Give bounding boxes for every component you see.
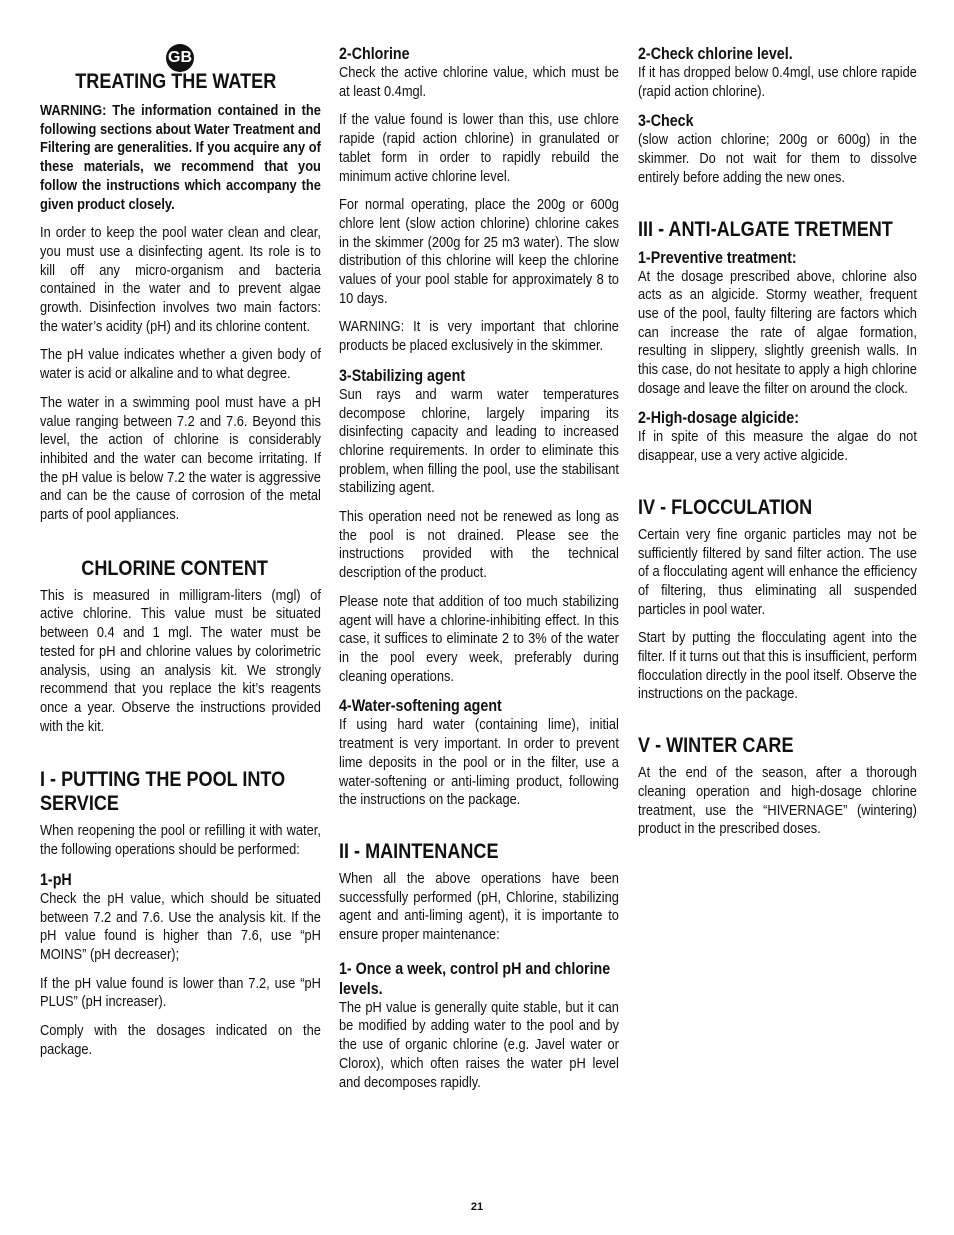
page-number: 21 xyxy=(470,1201,484,1213)
subsection-title-weekly-control: 1- Once a week, control pH and chlorine levels. xyxy=(339,958,611,998)
column-1 xyxy=(40,44,321,1069)
paragraph: WARNING: It is very important that chlorine products be placed exclusively in the skimmer. xyxy=(339,319,619,355)
paragraph: The water in a swimming pool must have a pH value ranging between 7.2 and 7.6. Beyond this level, the action of chlorine is considerably inhibited and the water can become irritating. If the pH value is below 7.2 the water is aggressive and can be the cause of corrosion of the metal parts of pool appliances. xyxy=(40,394,321,524)
paragraph: If the pH value found is lower than 7.2, use “pH PLUS” (pH increaser). xyxy=(40,975,321,1011)
paragraph: When all the above operations have been successfully performed (pH, Chlorine, stabilizing agent and anti-liming agent), it is importante to ensure proper maintenance: xyxy=(339,870,619,944)
paragraph: This operation need not be renewed as long as the pool is not drained. Please see the instructions provided with the technical description of the product. xyxy=(339,509,619,582)
subsection-title-check: 3-Check xyxy=(638,111,694,131)
subsection-title-high-dosage: 2-High-dosage algicide: xyxy=(638,408,799,428)
section-title-chlorine-content: CHLORINE CONTENT xyxy=(81,556,268,580)
paragraph: If using hard water (containing lime), initial treatment is very important. In order to prevent lime deposits in the pool or in the filter, use a water-softening or anti-liming product, following the instructions on the package. xyxy=(339,717,619,809)
paragraph: Certain very fine organic particles may not be sufficiently filtered by sand filter action. The use of a flocculating agent will enhance the efficiency of filtering, thus eliminating all suspended particles in pool water. xyxy=(638,526,917,618)
paragraph: In order to keep the pool water clean and clear, you must use a disinfecting agent. Its role is to kill off any micro-organism and bacteria contained in the water and to prevent algae growth. Disinfection involves two main factors: the water’s acidity (pH) and its chlorine content. xyxy=(40,225,321,335)
paragraph: Sun rays and warm water temperatures decompose chlorine, largely imparing its disinfecting capacity and leading to increased chlorine requirements. In order to eliminate this problem, when filling the pool, use the stabilisant stabilizing agent. xyxy=(339,386,619,497)
section-title-anti-algae: III - ANTI-ALGATE TRETMENT xyxy=(638,217,893,241)
paragraph: When reopening the pool or refilling it with water, the following operations should be performed: xyxy=(40,823,321,859)
language-badge: GB xyxy=(166,44,194,72)
subsection-title-ph: 1-pH xyxy=(40,869,72,889)
section-title-maintenance: II - MAINTENANCE xyxy=(339,839,499,863)
paragraph: Start by putting the flocculating agent into the filter. If it turns out that this is insufficient, perform flocculation directly in the pool itself. Observe the instructions on the package. xyxy=(638,630,917,703)
section-title-putting-into-service: I - PUTTING THE POOL INTO SERVICE xyxy=(40,768,286,816)
paragraph: This is measured in milligram-liters (mgl) of active chlorine. This value must be situated between 0.4 and 1 mgl. The water must be tested for pH and chlorine values by colorimetric analysis, using an analysis kit. We strongly recommend that you replace the kit’s reagents once a year. Observe the instructions provided with the kit. xyxy=(40,587,321,735)
paragraph: The pH value is generally quite stable, but it can be modified by adding water to the pool and by the use of organic chlorine (e.g. Javel water or Clorox), which often raises the water pH level and decomposes rapidly. xyxy=(339,999,619,1091)
paragraph: (slow action chlorine; 200g or 600g) in the skimmer. Do not wait for them to dissolve entirely before adding the new ones. xyxy=(638,132,917,186)
paragraph: At the end of the season, after a thorough cleaning operation and high-dosage chlorine treatment, use the “HIVERNAGE” (wintering) product in the prescribed doses. xyxy=(638,765,917,838)
subsection-title-water-softening: 4-Water-softening agent xyxy=(339,696,502,716)
paragraph: The pH value indicates whether a given body of water is acid or alkaline and to what degree. xyxy=(40,347,321,383)
section-title-treating-water: TREATING THE WATER xyxy=(75,70,277,93)
subsection-title-chlorine: 2-Chlorine xyxy=(339,44,410,63)
paragraph: Comply with the dosages indicated on the package. xyxy=(40,1023,321,1058)
section-title-flocculation: IV - FLOCCULATION xyxy=(638,495,813,519)
section-title-winter-care: V - WINTER CARE xyxy=(638,734,794,758)
paragraph: For normal operating, place the 200g or 600g chlore lent (slow action chlorine) chlorine cakes in the skimmer (200g for 25 m3 water). The slow distribution of this chlorine will keep the chlorine values of your pool stable for approximately 8 to 10 days. xyxy=(339,197,619,307)
paragraph: If in spite of this measure the algae do not disappear, use a very active algicide. xyxy=(638,429,917,465)
paragraph: At the dosage prescribed above, chlorine also acts as an algicide. Stormy weather, frequent use of the pool, faulty filtering are factors which can increase the rate of algae formation, resulting in slippery, slightly greenish walls. In this case, do not hesitate to apply a high chlorine dosage and leave the filter on around the clock. xyxy=(638,268,917,397)
column-2 xyxy=(339,44,619,1102)
paragraph: If it has dropped below 0.4mgl, use chlore rapide (rapid action chlorine). xyxy=(638,65,917,100)
paragraph: Check the pH value, which should be situated between 7.2 and 7.6. Use the analysis kit. If the pH value found is higher than 7.6, use “pH MOINS” (pH decreaser); xyxy=(40,890,321,963)
paragraph: Please note that addition of too much stabilizing agent will have a chlorine-inhibiting effect. In this case, it suffices to eliminate 2 to 3% of the water in the pool every week, preferably during cleaning operations. xyxy=(339,593,619,685)
subsection-title-check-chlorine: 2-Check chlorine level. xyxy=(638,44,793,63)
column-3 xyxy=(638,44,917,849)
paragraph: Check the active chlorine value, which must be at least 0.4mgl. xyxy=(339,65,619,100)
paragraph: If the value found is lower than this, use chlore rapide (rapid action chlorine) in granulated or tablet form in order to rapidly rebuild the minimum active chlorine level. xyxy=(339,112,619,185)
warning-text: WARNING: The information contained in the following sections about Water Treatment and Filtering are generalities. If you acquire any of these materials, we recommend that you follow the instructions which accompany the given product closely. xyxy=(40,103,321,213)
subsection-title-stabilizing: 3-Stabilizing agent xyxy=(339,365,466,385)
subsection-title-preventive: 1-Preventive treatment: xyxy=(638,247,797,267)
